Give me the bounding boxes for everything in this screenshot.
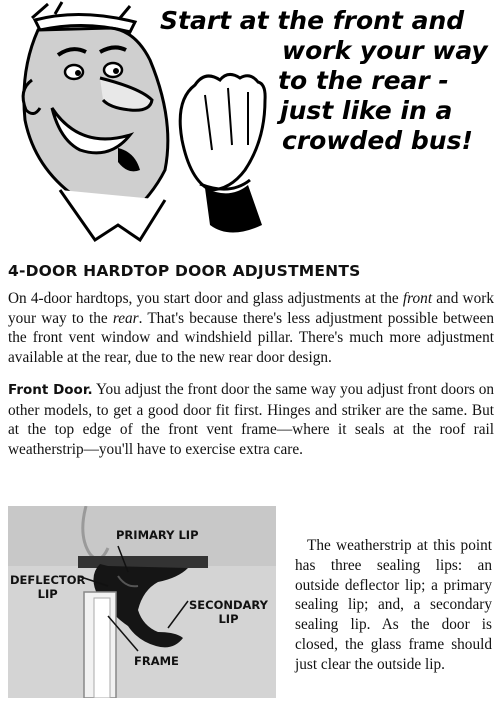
callout-line: to the rear - [278,66,449,95]
label-frame: FRAME [134,654,179,668]
callout-line: just like in a [280,96,453,125]
intro-emphasis-rear: rear [112,309,139,327]
label-deflector-line-1: DEFLECTOR [10,573,86,587]
intro-text-1: On 4-door hardtops, you start door and glass adjustments at the [8,290,403,307]
intro-paragraph [8,289,494,367]
intro-emphasis-front: front [402,290,433,307]
figure-caption-text: The weatherstrip at this point has three sealing lips: an outside deflector lip; a primary sealing lip; and, a secondary sealing lip. As the door is closed, the glass frame should just clear the outside lip. [295,537,492,673]
figure-caption [295,536,492,675]
callout-line: Start at the front and [160,6,465,35]
intro-text-2: and work your way to the [8,290,494,327]
front-door-paragraph [8,380,494,459]
label-secondary-line-2: LIP [218,612,239,626]
label-deflector-lip [10,573,85,601]
intro-text-3: . That's because there's less adjustment possible between the front vent window and windshield pillar. There's much more adjustment available at the rear, due to the new rear door design. [8,309,494,366]
callout-line: crowded bus! [282,126,473,155]
front-door-runin: Front Door. [8,382,93,398]
label-secondary-lip [189,598,268,626]
callout-text [160,6,490,156]
front-door-text: You adjust the front door the same way you adjust front doors on other models, to get a good door fit first. Hinges and striker are the same. But at the top edge of the front vent frame—where it seals at the roof rail weatherstrip—you'll have to exercise extra care. [8,381,495,458]
section-heading: 4-DOOR HARDTOP DOOR ADJUSTMENTS [8,262,361,280]
label-deflector-line-2: LIP [37,587,58,601]
label-primary-lip: PRIMARY LIP [116,528,199,542]
label-secondary-line-1: SECONDARY [189,598,268,612]
callout-line: work your way [282,36,488,65]
